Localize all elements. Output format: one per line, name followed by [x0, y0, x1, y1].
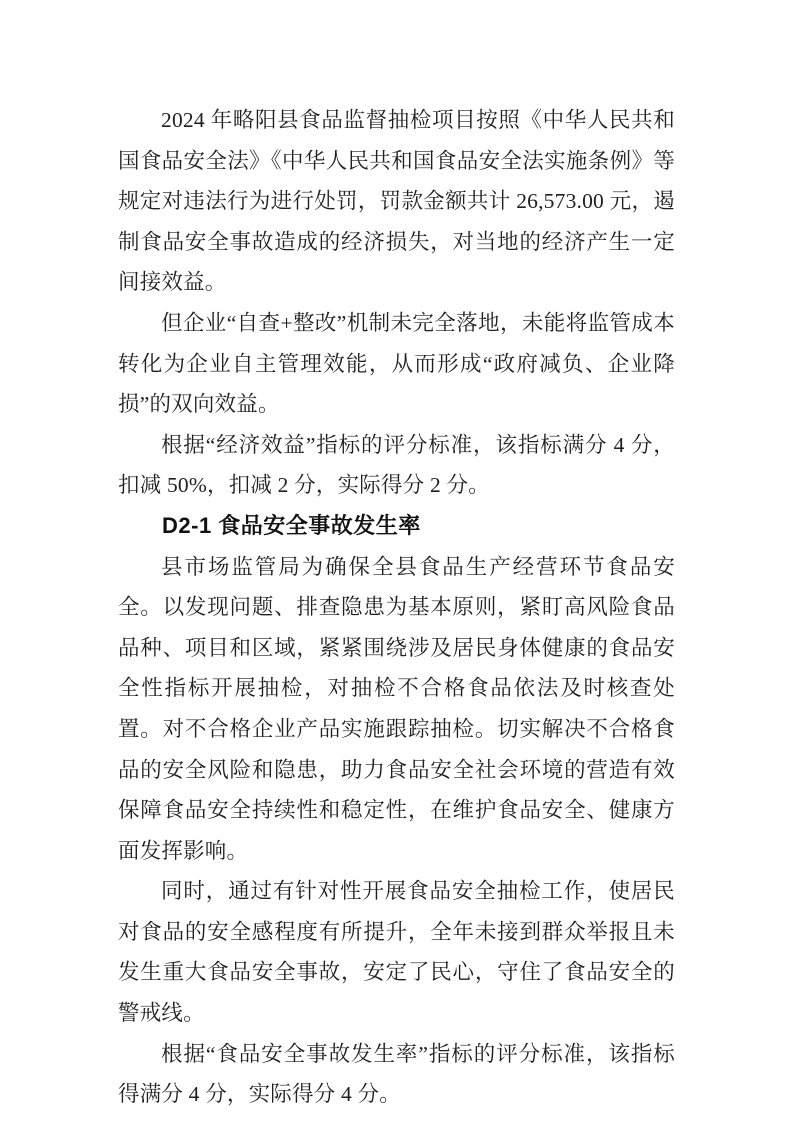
paragraph-economic-benefit-limitation: 但企业“自查+整改”机制未完全落地，未能将监管成本转化为企业自主管理效能，从而形成“政府减负、企业降损”的双向效益。 — [118, 310, 675, 417]
paragraph-incident-rate-score: 根据“食品安全事故发生率”指标的评分标准，该指标得满分 4 分，实际得分 4 分。 — [118, 1041, 675, 1107]
section-heading-d2-1: D2-1 食品安全事故发生率 — [162, 512, 421, 538]
paragraph-incident-rate-supervision: 县市场监管局为确保全县食品生产经营环节食品安全。以发现问题、排查隐患为基本原则，紧盯高风险食品品种、项目和区域，紧紧围绕涉及居民身体健康的食品安全性指标开展抽检，对抽检不合格食品依法及时核查处置。对不合格企业产品实施跟踪抽检。切实解决不合格食品的安全风险和隐患，助力食品安全社会环境的营造有效保障食品安全持续性和稳定性，在维护食品安全、健康方面发挥影响。 — [118, 554, 675, 863]
paragraph-economic-benefit-score: 根据“经济效益”指标的评分标准，该指标满分 4 分，扣减 50%，扣减 2 分，实际得分 2 分。 — [118, 432, 675, 498]
paragraph-economic-benefit-fines: 2024 年略阳县食品监督抽检项目按照《中华人民共和国食品安全法》《中华人民共和国食品安全法实施条例》等规定对违法行为进行处罚，罚款金额共计 26,573.00 元，遏制食品安全事故造成的经济损失，对当地的经济产生一定间接效益。 — [118, 108, 675, 295]
document-content — [118, 100, 675, 1115]
paragraph-incident-rate-outcome: 同时，通过有针对性开展食品安全抽检工作，使居民对食品的安全感程度有所提升，全年未接到群众举报且未发生重大食品安全事故，安定了民心，守住了食品安全的警戒线。 — [118, 879, 675, 1026]
